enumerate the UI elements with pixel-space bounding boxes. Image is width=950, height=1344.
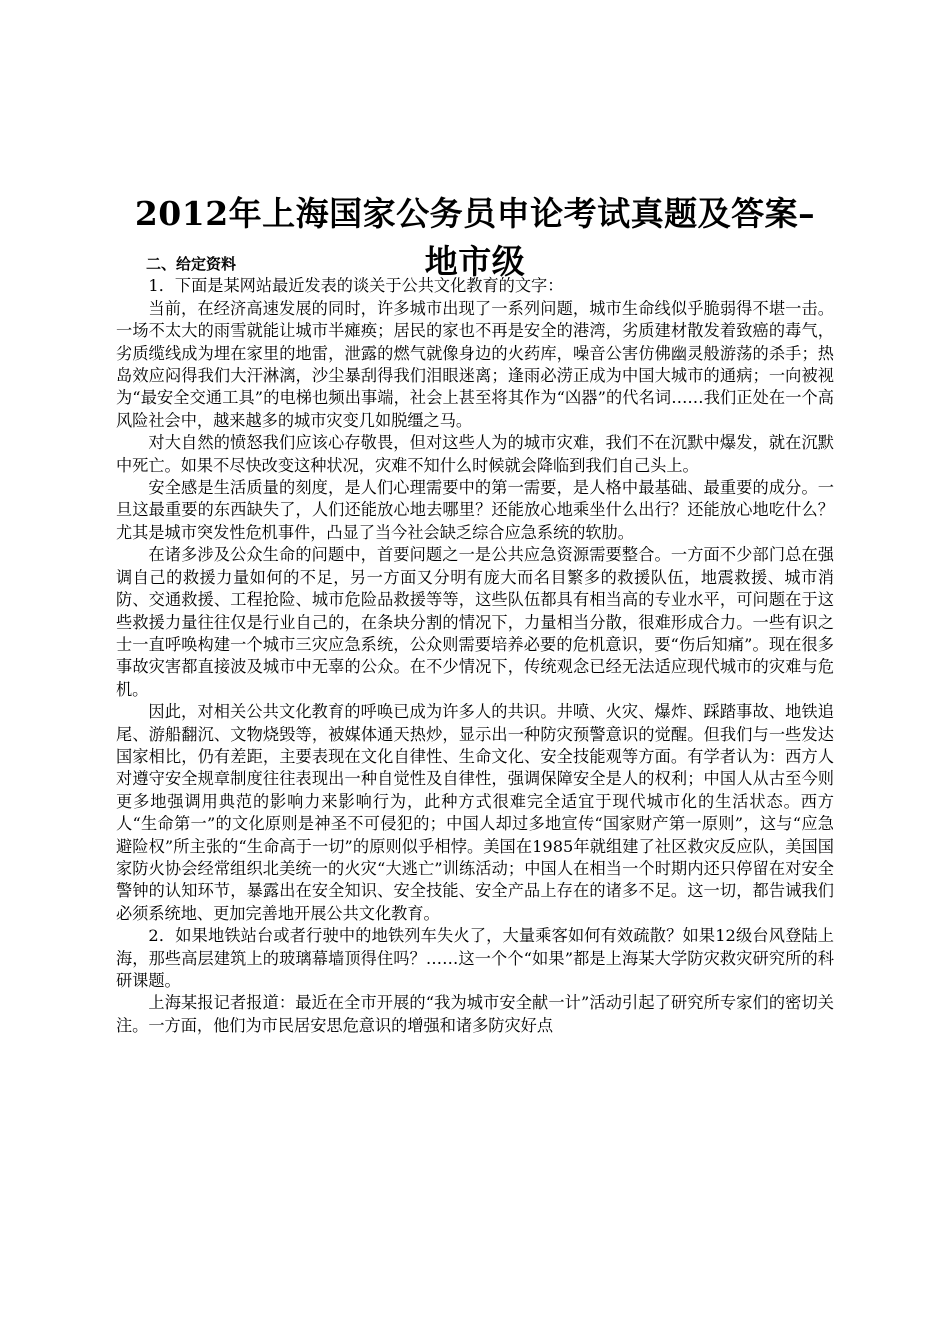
paragraph-5: 在诸多涉及公众生命的问题中，首要问题之一是公共应急资源需要整合。一方面不少部门总在强调自己的救援力量如何的不足，另一方面又分明有庞大而名目繁多的救援队伍，地震救援、城市消防、交通救援、工程抢险、城市危险品救援等等，这些队伍都具有相当高的专业水平，可问题在于这些救援力量往往仅是行业自己的，在条块分割的情况下，力量相当分散，很难形成合力。一些有识之士一直呼唤构建一个城市三灾应急系统，公众则需要培养必要的危机意识，要“伤后知痛”。现在很多事故灾害都直接波及城市中无辜的公众。在不少情况下，传统观念已经无法适应现代城市的灾难与危机。 <box>116 545 834 699</box>
paragraph-3: 对大自然的愤怒我们应该心存敬畏，但对这些人为的城市灾难，我们不在沉默中爆发，就在沉默中死亡。如果不尽快改变这种状况，灾难不知什么时候就会降临到我们自己头上。 <box>116 433 834 475</box>
title-line-2: 地市级 <box>424 242 526 282</box>
paragraph-6: 因此，对相关公共文化教育的呼唤已成为许多人的共识。井喷、火灾、爆炸、踩踏事故、地铁追尾、游船翻沉、文物烧毁等，被媒体通天热炒，显示出一种防灾预警意识的觉醒。但我们与一些发达国家相比，仍有差距，主要表现在文化自律性、生命文化、安全技能观等方面。有学者认为：西方人对遵守安全规章制度往往表现出一种自觉性及自律性，强调保障安全是人的权利；中国人从古至今则更多地强调用典范的影响力来影响行为，此种方式很难完全适宜于现代城市化的生活状态。西方人“生命第一”的文化原则是神圣不可侵犯的；中国人却过多地宣传“国家财产第一原则”，这与“应急避险权”所主张的“生命高于一切”的原则似乎相悖。美国在1985年就组建了社区救灾反应队，美国国家防火协会经常组织北美统一的火灾“大逃亡”训练活动；中国人在相当一个时期内还只停留在对安全警钟的认知环节，暴露出在安全知识、安全技能、安全产品上存在的诸多不足。这一切，都告诫我们必须系统地、更加完善地开展公共文化教育。 <box>116 702 834 923</box>
paragraph-7: 2．如果地铁站台或者行驶中的地铁列车失火了，大量乘客如何有效疏散？如果12级台风登陆上海，那些高层建筑上的玻璃幕墙顶得住吗？……这一个个“如果”都是上海某大学防灾救灾研究所的科研课题。 <box>116 926 834 990</box>
paragraph-2: 当前，在经济高速发展的同时，许多城市出现了一系列问题，城市生命线似乎脆弱得不堪一击。一场不太大的雨雪就能让城市半瘫痪；居民的家也不再是安全的港湾，劣质建材散发着致癌的毒气，劣质缆线成为埋在家里的地雷，泄露的燃气就像身边的火药库，噪音公害仿佛幽灵般游荡的杀手；热岛效应闷得我们大汗淋漓，沙尘暴刮得我们泪眼迷离；逢雨必涝正成为中国大城市的通病；一向被视为“最安全交通工具”的电梯也频出事端，社会上甚至将其作为“凶器”的代名词……我们正处在一个高风险社会中，越来越多的城市灾变几如脱缰之马。 <box>116 298 834 430</box>
paragraph-1: 1．下面是某网站最近发表的谈关于公共文化教育的文字： <box>148 276 564 296</box>
paragraph-4: 安全感是生活质量的刻度，是人们心理需要中的第一需要，是人格中最基础、最重要的成分。一旦这最重要的东西缺失了，人们还能放心地去哪里？还能放心地乘坐什么出行？还能放心地吃什么？尤其是城市突发性危机事件，凸显了当今社会缺乏综合应急系统的软肋。 <box>116 478 834 542</box>
section-heading: 二、给定资料 <box>146 255 237 273</box>
document-body <box>116 253 834 1037</box>
paragraph-8: 上海某报记者报道：最近在全市开展的“我为城市安全献一计”活动引起了研究所专家们的密切关注。一方面，他们为市民居安思危意识的增强和诸多防灾好点 <box>116 993 834 1035</box>
title-line-1: 2012年上海国家公务员申论考试真题及答案– <box>134 194 816 234</box>
